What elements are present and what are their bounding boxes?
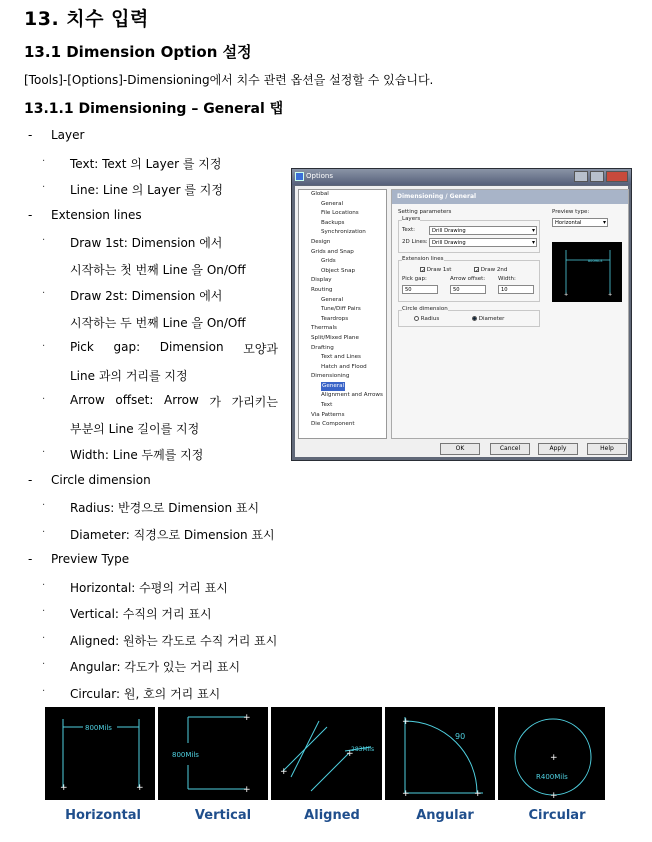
tree-item-label: Backups xyxy=(321,219,345,226)
word: 모양과 xyxy=(243,342,278,356)
draw2-label: Draw 2nd xyxy=(480,267,508,273)
panel-header: Dimensioning / General xyxy=(392,190,628,204)
tree-item-label: Grids and Snap xyxy=(311,248,354,255)
width-label: Width: xyxy=(498,276,516,282)
crosshair-icon: + xyxy=(564,292,569,298)
vertical-figure xyxy=(158,707,268,800)
crosshair-icon: + xyxy=(60,783,68,793)
list-item-draw1: Draw 1st: Dimension 에서 xyxy=(70,236,223,250)
settings-panel xyxy=(391,189,629,439)
tree-item[interactable] xyxy=(299,219,386,229)
dialog-title: Options xyxy=(306,172,334,180)
radius-radio[interactable] xyxy=(414,316,439,322)
lines-layer-select[interactable]: Drill Drawing ▾ xyxy=(429,238,537,247)
caption-circular: Circular xyxy=(528,808,586,823)
tree-item[interactable] xyxy=(299,190,386,200)
window-controls xyxy=(574,171,628,182)
caption-horizontal: Horizontal xyxy=(65,808,141,823)
minimize-icon[interactable] xyxy=(574,171,588,182)
dot-bullet: · xyxy=(42,341,46,352)
tree-item-label: Tune/Diff Pairs xyxy=(321,306,361,313)
aligned-dim-label: 283Mils xyxy=(351,746,375,753)
preview-box xyxy=(552,242,622,302)
word: Arrow xyxy=(70,393,105,407)
tree-item[interactable] xyxy=(299,372,386,382)
pick-gap-input[interactable]: 50 xyxy=(402,285,438,294)
list-item-extension-lines: Extension lines xyxy=(51,208,142,222)
horizontal-dim-label: 800Mils xyxy=(85,724,112,732)
layers-group xyxy=(398,220,540,253)
crosshair-icon: + xyxy=(136,783,144,793)
layers-label: Layers xyxy=(402,216,421,222)
lines-layer-label: 2D Lines: xyxy=(402,239,428,245)
tree-item[interactable] xyxy=(299,411,386,421)
tree-item[interactable] xyxy=(299,209,386,219)
options-dialog xyxy=(291,168,632,461)
radius-label: Radius xyxy=(420,316,440,322)
tree-item[interactable] xyxy=(299,267,386,277)
dot-bullet: · xyxy=(42,659,46,670)
list-item-arrow-offset-cont: 부분의 Line 길이를 지정 xyxy=(70,422,200,436)
caption-angular: Angular xyxy=(416,808,474,823)
tree-item[interactable] xyxy=(299,391,386,401)
page-title: 13. 치수 입력 xyxy=(24,8,149,30)
circle-dimension-label: Circle dimension xyxy=(402,306,448,312)
crosshair-icon: + xyxy=(346,749,354,759)
caption-vertical: Vertical xyxy=(194,808,252,823)
tree-item[interactable] xyxy=(299,401,386,411)
arrow-offset-label: Arrow offset: xyxy=(450,276,486,282)
tree-item[interactable] xyxy=(299,420,386,430)
list-item-diameter: Diameter: 직경으로 Dimension 표시 xyxy=(70,528,275,542)
tree-item[interactable] xyxy=(299,257,386,267)
tree-item-label: General xyxy=(321,382,345,392)
crosshair-icon: + xyxy=(243,785,251,795)
checkbox-checked-icon: ✓ xyxy=(421,268,426,274)
tree-item-label: General xyxy=(321,296,344,303)
dot-bullet: · xyxy=(42,580,46,591)
setting-parameters-label: Setting parameters xyxy=(398,209,452,215)
dash-bullet: - xyxy=(28,208,33,222)
circular-figure xyxy=(498,707,605,800)
list-item-width: Width: Line 두께를 지정 xyxy=(70,448,204,462)
list-item-arrow-offset xyxy=(70,393,278,410)
list-item-layer: Layer xyxy=(51,128,85,142)
word: Arrow xyxy=(164,393,199,407)
word: offset: xyxy=(115,393,154,407)
list-item-circle-dimension: Circle dimension xyxy=(51,473,151,487)
draw2-checkbox[interactable] xyxy=(474,267,507,273)
dot-bullet: · xyxy=(42,606,46,617)
tree-item-label: Text xyxy=(321,402,333,409)
angular-figure xyxy=(385,707,495,800)
checkbox-checked-icon: ✓ xyxy=(475,268,480,274)
crosshair-icon: + xyxy=(243,713,251,723)
pick-gap-label: Pick gap: xyxy=(402,276,427,282)
crosshair-icon: + xyxy=(402,717,410,727)
width-input[interactable]: 10 xyxy=(498,285,534,294)
radio-selected-icon xyxy=(472,316,477,321)
tree-item-label: Dimensioning xyxy=(311,373,350,380)
tree-item[interactable] xyxy=(299,305,386,315)
draw1-checkbox[interactable] xyxy=(420,267,451,273)
tree-item[interactable] xyxy=(299,228,386,238)
angular-dim-label: 90 xyxy=(455,732,466,741)
dialog-titlebar xyxy=(292,169,631,185)
crosshair-icon: + xyxy=(608,292,613,298)
diameter-label: Diameter xyxy=(478,316,505,322)
dot-bullet: · xyxy=(42,235,46,246)
tree-item-label: Die Component xyxy=(311,421,355,428)
word: Pick xyxy=(70,340,94,354)
vertical-dim-label: 800Mils xyxy=(172,751,199,759)
dialog-body xyxy=(295,186,628,457)
preview-type-label: Preview type: xyxy=(552,209,590,215)
tree-item-label: Design xyxy=(311,238,331,245)
ok-button[interactable]: OK xyxy=(440,443,480,455)
tree-item-label: Via Patterns xyxy=(311,411,345,418)
diameter-radio[interactable] xyxy=(472,316,504,322)
dot-bullet: · xyxy=(42,394,46,405)
crosshair-icon: + xyxy=(550,791,558,800)
horizontal-figure xyxy=(45,707,155,800)
crosshair-icon: + xyxy=(280,767,288,777)
tree-item[interactable] xyxy=(299,248,386,258)
word: gap: xyxy=(113,340,141,354)
preview-dim-label: 800MILS xyxy=(588,259,603,263)
dot-bullet: · xyxy=(42,633,46,644)
dot-bullet: · xyxy=(42,500,46,511)
tree-item[interactable] xyxy=(299,382,386,392)
tree-item-label: Thermals xyxy=(311,325,337,332)
list-item-draw2: Draw 2st: Dimension 에서 xyxy=(70,289,223,303)
preview-type-select[interactable]: Horizontal ▾ xyxy=(552,218,608,227)
word: Dimension xyxy=(159,340,224,354)
preview-drawing xyxy=(552,242,622,302)
cancel-button[interactable]: Cancel xyxy=(490,443,530,455)
word: 가 xyxy=(209,395,221,409)
dot-bullet: · xyxy=(42,527,46,538)
close-icon[interactable] xyxy=(606,171,628,182)
maximize-icon[interactable] xyxy=(590,171,604,182)
tree-item-label: Teardrops xyxy=(321,315,349,322)
list-item-circular: Circular: 원, 호의 거리 표시 xyxy=(70,687,221,701)
draw1-label: Draw 1st xyxy=(426,267,452,273)
list-item-pick-gap-cont: Line 과의 거리를 지정 xyxy=(70,369,188,383)
word: 가리키는 xyxy=(231,395,278,409)
dot-bullet: · xyxy=(42,182,46,193)
intro-paragraph: [Tools]-[Options]-Dimensioning에서 치수 관련 옵션을 설정할 수 있습니다. xyxy=(24,73,434,87)
help-button[interactable]: Help xyxy=(587,443,627,455)
tree-item-label: Object Snap xyxy=(321,267,356,274)
tree-item[interactable] xyxy=(299,315,386,325)
tree-item[interactable] xyxy=(299,296,386,306)
tree-item[interactable] xyxy=(299,324,386,334)
tree-item-label: Alignment and Arrows xyxy=(321,392,383,399)
list-item-radius: Radius: 반경으로 Dimension 표시 xyxy=(70,501,260,515)
dash-bullet: - xyxy=(28,128,33,142)
tree-item-label: File Locations xyxy=(321,210,359,217)
tree-item-label: Drafting xyxy=(311,344,334,351)
list-item-pick-gap xyxy=(70,340,278,357)
text-layer-label: Text: xyxy=(402,227,415,233)
tree-item-label: General xyxy=(321,200,344,207)
tree-item[interactable] xyxy=(299,276,386,286)
aligned-figure xyxy=(271,707,382,800)
subsection-heading: 13.1.1 Dimensioning – General 탭 xyxy=(24,101,284,117)
crosshair-icon: + xyxy=(550,753,558,763)
circular-dim-label: R400Mils xyxy=(536,773,568,781)
dot-bullet: · xyxy=(42,156,46,167)
tree-item[interactable] xyxy=(299,353,386,363)
dot-bullet: · xyxy=(42,686,46,697)
app-logo-icon xyxy=(295,172,304,181)
list-item-layer-text: Text: Text 의 Layer 를 지정 xyxy=(70,157,222,171)
arrow-offset-input[interactable]: 50 xyxy=(450,285,486,294)
text-layer-select[interactable]: Drill Drawing ▾ xyxy=(429,226,537,235)
tree-item-label: Text and Lines xyxy=(321,354,361,361)
section-heading: 13.1 Dimension Option 설정 xyxy=(24,43,252,61)
list-item-draw1-cont: 시작하는 첫 번째 Line 을 On/Off xyxy=(70,263,246,277)
list-item-layer-line: Line: Line 의 Layer 를 지정 xyxy=(70,183,223,197)
tree-item-label: Display xyxy=(311,277,332,284)
dash-bullet: - xyxy=(28,552,33,566)
tree-item[interactable] xyxy=(299,344,386,354)
dash-bullet: - xyxy=(28,473,33,487)
crosshair-icon: + xyxy=(402,789,410,799)
radio-icon xyxy=(414,316,419,321)
tree-item-label: Routing xyxy=(311,286,333,293)
list-item-aligned: Aligned: 원하는 각도로 수직 거리 표시 xyxy=(70,634,278,648)
crosshair-icon: + xyxy=(474,789,482,799)
extension-lines-label: Extension lines xyxy=(402,256,444,262)
category-tree[interactable] xyxy=(298,189,387,439)
list-item-angular: Angular: 각도가 있는 거리 표시 xyxy=(70,660,241,674)
tree-item-label: Synchronization xyxy=(321,229,366,236)
dot-bullet: · xyxy=(42,288,46,299)
tree-item[interactable] xyxy=(299,286,386,296)
apply-button[interactable]: Apply xyxy=(538,443,578,455)
tree-item-label: Hatch and Flood xyxy=(321,363,367,370)
list-item-draw2-cont: 시작하는 두 번째 Line 을 On/Off xyxy=(70,316,246,330)
dot-bullet: · xyxy=(42,447,46,458)
tree-item[interactable] xyxy=(299,238,386,248)
tree-item-label: Global xyxy=(311,191,329,197)
list-item-preview-type: Preview Type xyxy=(51,552,130,566)
list-item-horizontal: Horizontal: 수평의 거리 표시 xyxy=(70,581,228,595)
tree-item[interactable] xyxy=(299,200,386,210)
caption-aligned: Aligned xyxy=(304,808,360,823)
tree-item[interactable] xyxy=(299,363,386,373)
list-item-vertical: Vertical: 수직의 거리 표시 xyxy=(70,607,212,621)
tree-item-label: Split/Mixed Plane xyxy=(311,334,359,341)
tree-item-label: Grids xyxy=(321,258,336,265)
tree-item[interactable] xyxy=(299,334,386,344)
